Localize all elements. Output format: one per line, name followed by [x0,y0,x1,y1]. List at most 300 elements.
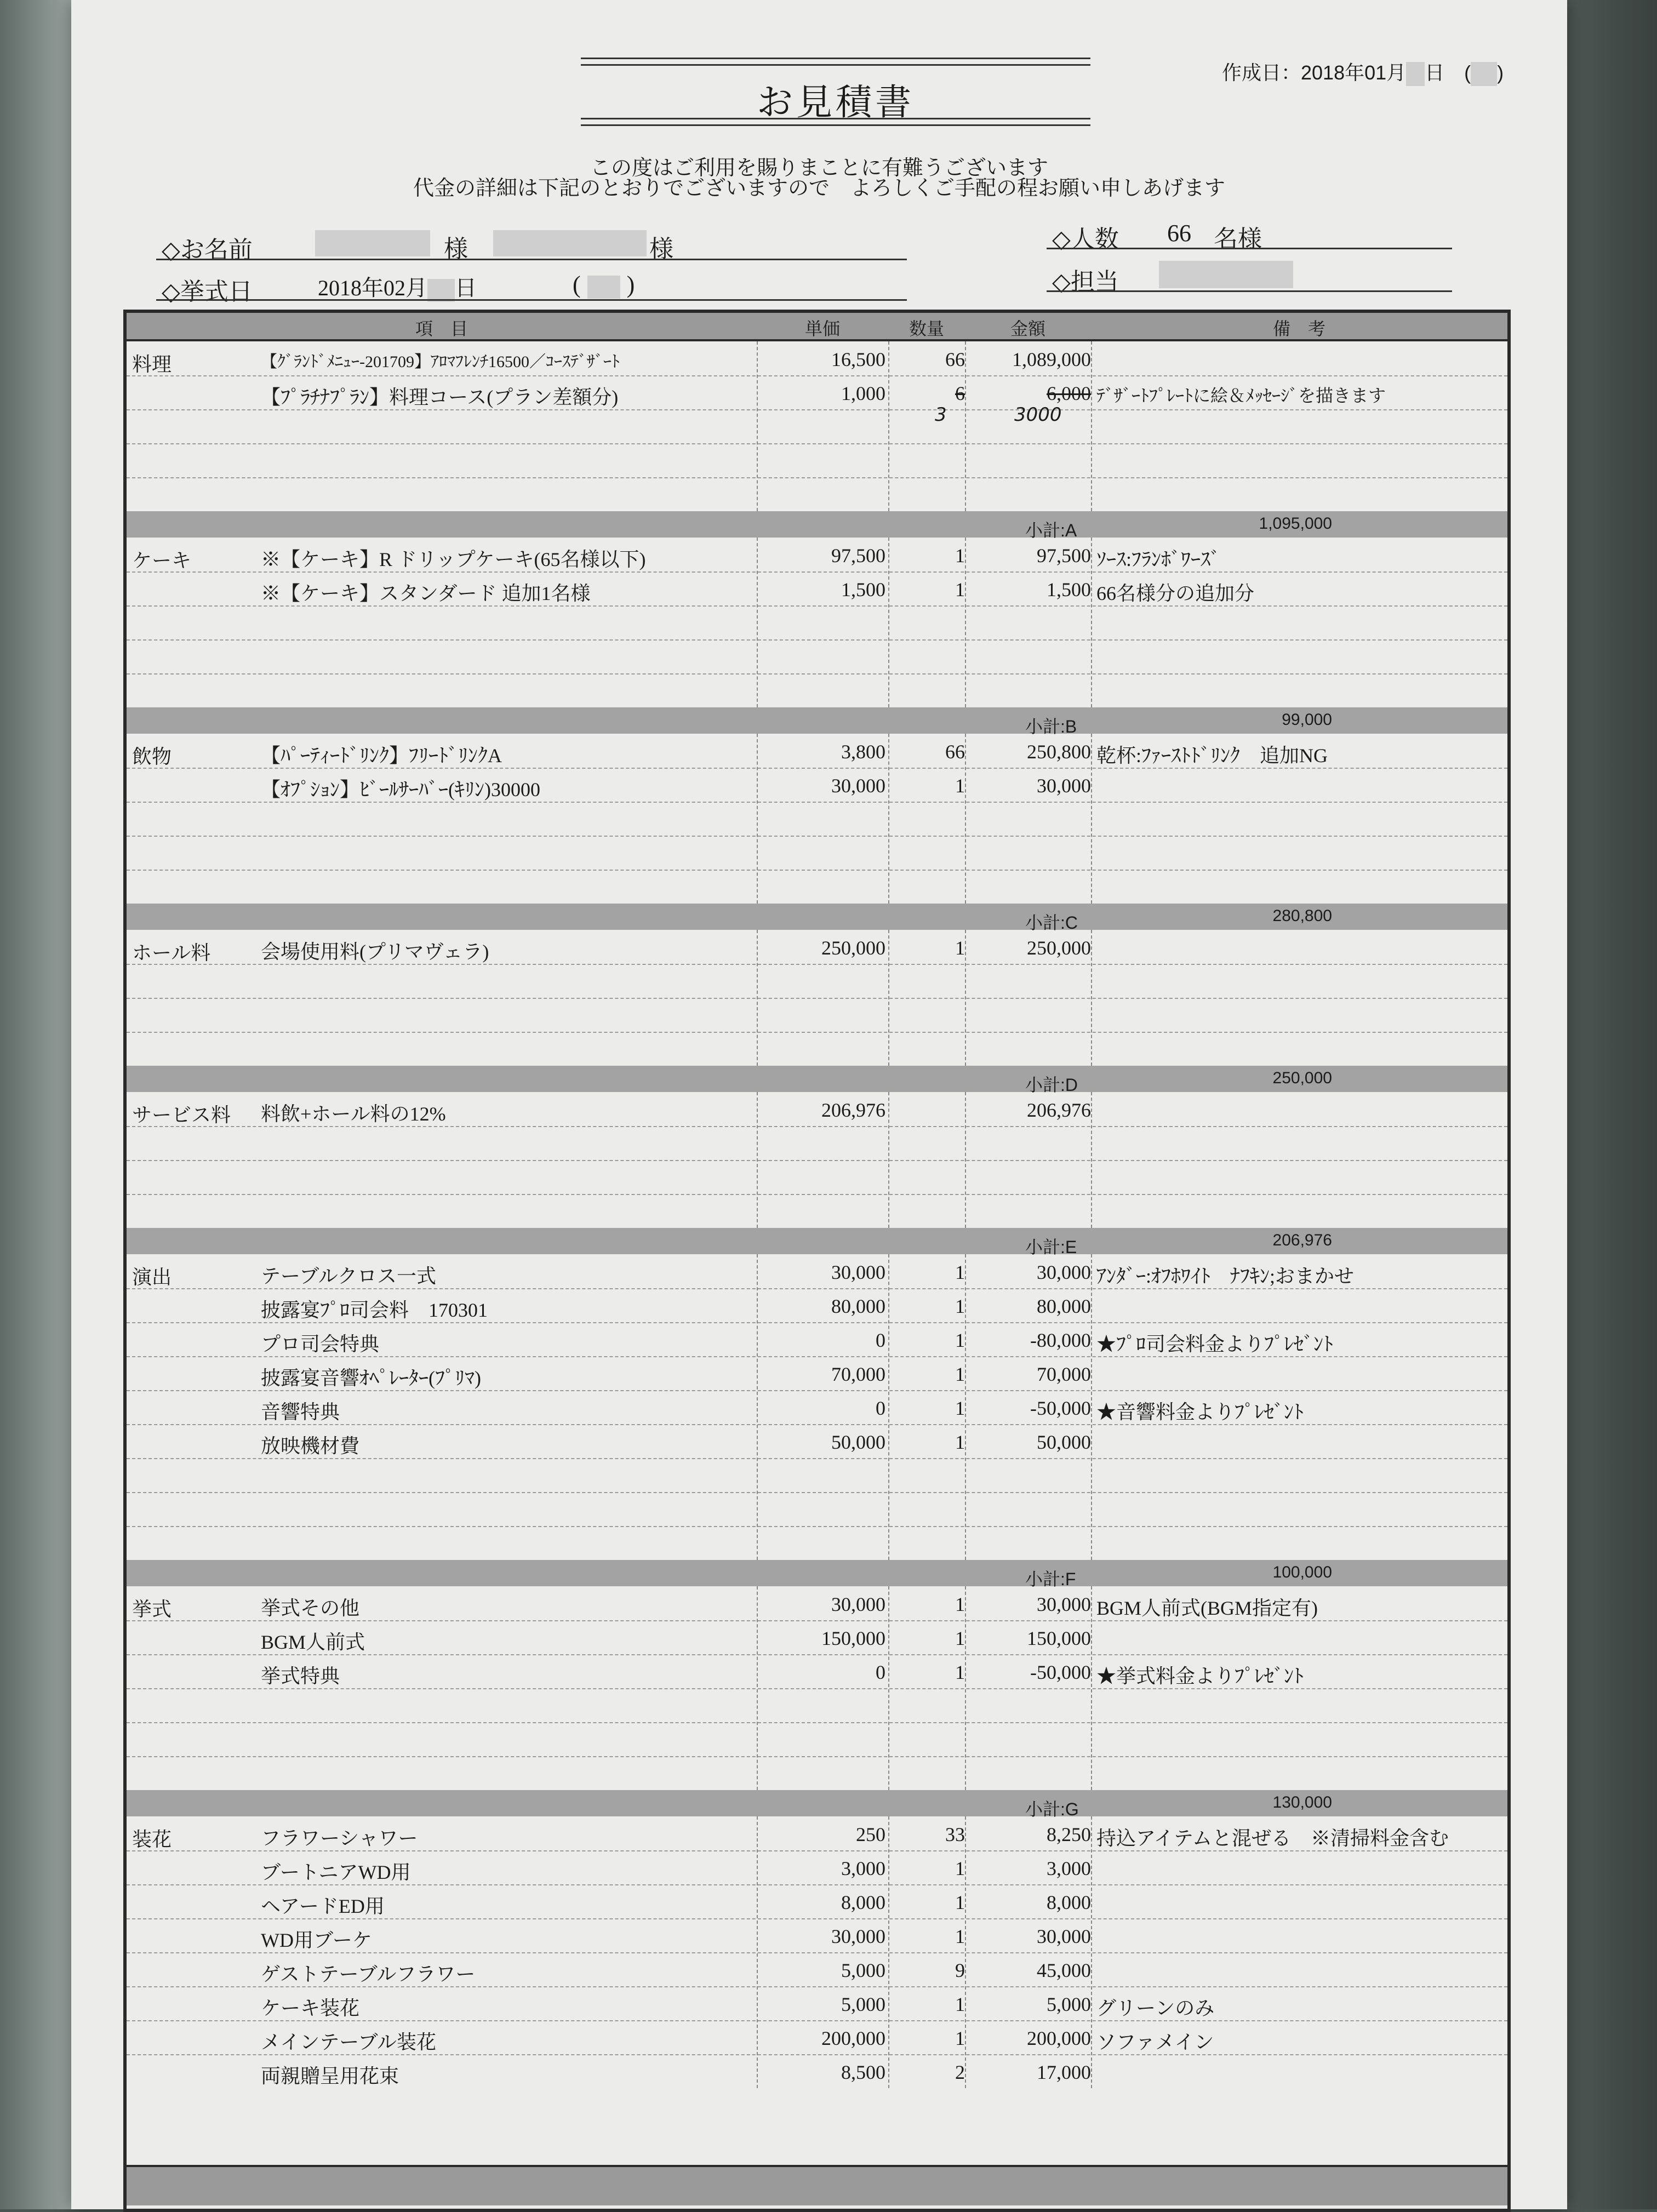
amount: 1,089,000 [1012,348,1091,370]
row-divider [127,1884,1507,1885]
item-name: 【ﾌﾟﾗﾁﾅﾌﾟﾗﾝ】料理コース(プラン差額分) [261,386,619,408]
column-divider [965,1816,966,2088]
unit-price: 0 [876,1661,885,1683]
row-divider [127,1458,1507,1459]
table-row [127,1126,1507,1160]
item-name: 【ｵﾌﾟｼｮﾝ】ﾋﾞｰﾙｻｰﾊﾞｰ(ｷﾘﾝ)30000 [261,779,540,801]
row-divider [127,1356,1507,1357]
unit-price: 200,000 [821,2027,885,2049]
unit-price: 8,500 [841,2061,885,2083]
quantity: 1 [955,1329,965,1351]
amount: 150,000 [1027,1627,1091,1649]
subtotal-value: 130,000 [1272,1793,1332,1811]
remarks: ﾃﾞｻﾞｰﾄﾌﾟﾚｰﾄに絵＆ﾒｯｾｰｼﾞを描きます [1096,386,1386,405]
info-underline [1047,290,1452,292]
category-label: 演出 [132,1266,172,1288]
amount: 6,000 [1047,382,1091,404]
row-divider [127,409,1507,410]
column-divider [1091,1586,1092,1790]
column-divider [1091,538,1092,707]
document-title: お見積書 [757,83,915,123]
amount: 5,000 [1047,1993,1091,2015]
table-row [127,1952,1507,1986]
greeting-line-2: 代金の詳細は下記のとおりでございますので よろしくご手配の程お願い申しあげます [413,177,1225,200]
row-divider [127,443,1507,444]
row-divider [127,1756,1507,1757]
table-row [127,639,1507,673]
category-label: 料理 [132,353,172,375]
quantity: 66 [945,348,965,370]
header-price: 単価 [804,319,840,339]
table-row [127,1850,1507,1884]
amount: 17,000 [1037,2061,1091,2083]
redaction [315,230,430,256]
table-row [127,1092,1507,1126]
column-divider [965,734,966,904]
table-row [127,409,1507,443]
created-date: 作成日：2018年01月 日 ( ) [1222,58,1504,86]
amount: 200,000 [1027,2027,1091,2049]
subtotal-bar [127,904,1507,933]
unit-price: 30,000 [831,1593,885,1615]
unit-price: 250 [856,1824,885,1845]
row-divider [127,1288,1507,1289]
title-rule [581,118,1090,119]
table-row [127,1986,1507,2020]
redaction [1159,261,1293,288]
remarks: ★音響料金よりﾌﾟﾚｾﾞﾝﾄ [1096,1401,1304,1423]
column-divider [888,734,889,904]
item-name: ヘアードED用 [261,1895,385,1917]
unit-price: 206,976 [821,1099,885,1121]
amount: 50,000 [1037,1431,1091,1453]
row-divider [127,870,1507,871]
table-row [127,836,1507,870]
header-item: 項 目 [415,319,468,339]
subtotal-value: 1,095,000 [1259,515,1332,533]
greeting-line-1: この度はご利用を賜りまことに有難うございます [590,157,1048,180]
subtotal-label: 小計:F [1025,1569,1076,1589]
item-name: メインテーブル装花 [261,2031,437,2053]
subtotal-bar [127,1790,1507,1819]
item-name: フラワーシャワー [261,1827,418,1849]
row-divider [127,768,1507,769]
unit-price: 30,000 [831,1261,885,1283]
unit-price: 5,000 [841,1993,885,2015]
subtotal-value: 100,000 [1272,1563,1332,1581]
table-row [127,2020,1507,2054]
header-qty: 数量 [909,319,944,339]
row-divider [127,477,1507,478]
table-row [127,1194,1507,1228]
subtotal-value: 250,000 [1272,1069,1332,1087]
unit-price: 30,000 [831,1925,885,1947]
row-divider [127,1918,1507,1919]
unit-price: 97,500 [831,545,885,567]
row-divider [127,836,1507,837]
amount: 30,000 [1037,1925,1091,1947]
table-row [127,538,1507,571]
quantity: 1 [955,775,965,797]
quantity: 1 [955,1993,965,2015]
table-row [127,1918,1507,1952]
unit-price: 1,000 [841,382,885,404]
ceremony-weekday [573,271,635,299]
quantity: 1 [955,1261,965,1283]
table-row [127,1160,1507,1194]
row-divider [127,964,1507,965]
paren-close: ) [626,271,635,298]
table-row [127,341,1507,375]
column-divider [965,1254,966,1560]
paren-open: ( [573,271,581,298]
subtotal-bar [127,1228,1507,1257]
redaction [1471,62,1497,86]
subtotal-label: 小計:D [1025,1075,1078,1095]
remarks: ｿｰｽ:ﾌﾗﾝﾎﾞﾜｰｽﾞ [1096,548,1221,570]
row-divider [127,1424,1507,1425]
amount: -50,000 [1030,1397,1091,1419]
remarks: グリーンのみ [1096,1997,1215,2019]
quantity: 1 [955,579,965,601]
guest-count: 66 [1167,220,1191,247]
category-label: 飲物 [132,746,172,768]
item-name: 挙式特典 [261,1665,340,1687]
table-row [127,571,1507,605]
honorific-2: 様 [649,236,673,262]
amount: 80,000 [1037,1295,1091,1317]
row-divider [127,605,1507,607]
quantity: 2 [955,2061,965,2083]
subtotal-bar [127,511,1507,538]
unit-price: 0 [876,1397,885,1419]
guest-count-label: ◇人数 [1052,226,1119,253]
unit-price: 70,000 [831,1363,885,1385]
table-row [127,673,1507,707]
column-divider [757,1092,758,1228]
item-name: 会場使用料(プリマヴェラ) [261,941,489,963]
table-row [127,1390,1507,1424]
subtotal-bar [127,1066,1507,1095]
header-amount: 金額 [1010,319,1045,339]
row-divider [127,1322,1507,1323]
amount: 97,500 [1037,545,1091,567]
item-name: BGM人前式 [261,1631,365,1653]
quantity: 1 [955,545,965,567]
column-divider [888,1816,889,2088]
subtotal-label: 小計:C [1025,913,1078,933]
remarks: BGM人前式(BGM指定有) [1096,1597,1318,1619]
amount: -50,000 [1030,1661,1091,1683]
unit-price: 80,000 [831,1295,885,1317]
ceremony-date [318,271,477,302]
quantity: 33 [945,1824,965,1845]
title-rule [581,58,1090,59]
amount: 206,976 [1027,1099,1091,1121]
amount: 30,000 [1037,775,1091,797]
unit-price: 50,000 [831,1431,885,1453]
item-name: ※【ケーキ】R ドリップケーキ(65名様以下) [261,548,646,570]
unit-price: 150,000 [821,1627,885,1649]
remarks: ソファメイン [1096,2031,1214,2053]
row-divider [127,1620,1507,1621]
estimate-table [123,310,1511,2212]
category-label: 装花 [132,1828,172,1850]
row-divider [127,2054,1507,2055]
item-name: プロ司会特典 [261,1333,380,1355]
column-divider [757,538,758,707]
table-row [127,1288,1507,1322]
row-divider [127,1194,1507,1195]
column-divider [888,538,889,707]
amount: 250,800 [1027,741,1091,763]
column-divider [757,734,758,904]
item-name: ゲストテーブルフラワー [261,1963,476,1985]
unit-price: 250,000 [821,937,885,959]
unit-price: 3,800 [841,741,885,763]
column-divider [888,1586,889,1790]
created-date-text: 作成日：2018年01月 [1222,61,1407,84]
honorific-1: 様 [444,236,468,262]
amount: 250,000 [1027,937,1091,959]
column-divider [1091,1092,1092,1228]
subtotal-bar [127,707,1507,734]
column-divider [888,341,889,511]
row-divider [127,998,1507,999]
row-divider [127,375,1507,376]
name-label: ◇お名前 [162,237,253,264]
subtotal-value: 99,000 [1282,711,1332,729]
table-row [127,1620,1507,1654]
table-row [127,930,1507,964]
table-row [127,734,1507,768]
subtotal-bar [127,1560,1507,1589]
quantity: 66 [945,741,965,763]
row-divider [127,802,1507,803]
table-row [127,1722,1507,1756]
item-name: テーブルクロス一式 [261,1265,437,1287]
row-divider [127,639,1507,641]
column-divider [1091,734,1092,904]
unit-price: 5,000 [841,1959,885,1981]
column-divider [965,538,966,707]
table-row [127,1688,1507,1722]
row-divider [127,1952,1507,1953]
row-divider [127,1850,1507,1851]
item-name: 放映機材費 [261,1435,360,1457]
amount: 8,250 [1047,1824,1091,1845]
column-divider [965,341,966,511]
title-block [581,58,1090,129]
table-row [127,1424,1507,1458]
item-name: 披露宴音響ｵﾍﾟﾚｰﾀｰ(ﾌﾟﾘﾏ) [261,1367,481,1389]
item-name: 【ﾊﾟｰﾃｨｰﾄﾞﾘﾝｸ】ﾌﾘｰﾄﾞﾘﾝｸA [261,745,502,767]
subtotal-value: 280,800 [1272,907,1332,925]
amount: 30,000 [1037,1261,1091,1283]
table-row [127,802,1507,836]
table-row [127,1254,1507,1288]
unit-price: 30,000 [831,775,885,797]
amount: 70,000 [1037,1363,1091,1385]
row-divider [127,1722,1507,1723]
row-divider [127,1654,1507,1655]
subtotal-label: 小計:A [1025,521,1077,540]
table-row [127,1526,1507,1560]
table-header [127,313,1507,341]
quantity: 1 [955,1431,965,1453]
row-divider [127,1492,1507,1493]
column-divider [965,1092,966,1228]
amount: 45,000 [1037,1959,1091,1981]
category-label: サービス料 [132,1104,231,1126]
subtotal-label: 小計:B [1025,717,1077,736]
column-divider [888,1254,889,1560]
item-name: 披露宴ﾌﾟﾛ司会料 170301 [261,1299,488,1321]
column-divider [1091,341,1092,511]
quantity: 1 [955,1363,965,1385]
table-row [127,1492,1507,1526]
table-row [127,1322,1507,1356]
amount: 30,000 [1037,1593,1091,1615]
table-row [127,1356,1507,1390]
row-divider [127,1160,1507,1161]
table-row [127,375,1507,409]
item-name: 【ｸﾞﾗﾝﾄﾞﾒﾆｭｰ-201709】ｱﾛﾏﾌﾚﾝﾁ16500／ｺｰｽﾃﾞｻﾞｰﾄ [261,353,620,371]
header-note: 備 考 [1272,319,1325,339]
amount: 1,500 [1047,579,1091,601]
quantity: 1 [955,1397,965,1419]
table-row [127,1032,1507,1066]
quantity: 1 [955,1295,965,1317]
handwritten-qty: 3 [935,404,947,426]
column-divider [888,930,889,1066]
subtotal-label: 小計:E [1025,1237,1077,1257]
quantity: 1 [955,1857,965,1879]
column-divider [965,1586,966,1790]
row-divider [127,1526,1507,1527]
info-underline [156,259,907,260]
amount: 3,000 [1047,1857,1091,1879]
table-row [127,1884,1507,1918]
subtotal-label: 小計:G [1025,1799,1079,1819]
quantity: 6 [955,382,965,404]
column-divider [1091,1254,1092,1560]
column-divider [757,1816,758,2088]
table-row [127,2054,1507,2088]
unit-price: 0 [876,1329,885,1351]
redaction [1406,62,1425,86]
column-divider [888,1092,889,1228]
quantity: 1 [955,1661,965,1683]
row-divider [127,1688,1507,1689]
guest-count-unit: 名様 [1214,226,1262,253]
subtotal-value: 206,976 [1272,1231,1332,1249]
redaction [427,279,455,302]
redaction [587,276,620,299]
item-name: ※【ケーキ】スタンダード 追加1名様 [261,582,591,604]
created-day-text: 日 [1425,61,1445,84]
item-name: ブートニアWD用 [261,1861,411,1883]
info-underline [156,299,907,301]
table-row [127,768,1507,802]
item-name: 料飲+ホール料の12% [261,1103,446,1125]
row-divider [127,571,1507,573]
ceremony-date-label: ◇挙式日 [162,278,253,305]
unit-price: 8,000 [841,1891,885,1913]
quantity: 1 [955,1593,965,1615]
table-row [127,1654,1507,1688]
unit-price: 1,500 [841,579,885,601]
remarks: 66名様分の追加分 [1096,582,1255,604]
table-row [127,1756,1507,1790]
title-rule [581,64,1090,66]
row-divider [127,1126,1507,1127]
quantity: 1 [955,937,965,959]
table-row [127,605,1507,639]
column-divider [965,930,966,1066]
handwritten-amount: 3000 [1014,404,1062,426]
table-row [127,964,1507,998]
amount: 8,000 [1047,1891,1091,1913]
remarks: ★ﾌﾟﾛ司会料金よりﾌﾟﾚｾﾞﾝﾄ [1096,1333,1334,1355]
column-divider [1091,1816,1092,2088]
row-divider [127,673,1507,675]
ceremony-day-text: 日 [455,276,477,300]
column-divider [757,1586,758,1790]
title-rule [581,124,1090,126]
staff-label: ◇担当 [1052,268,1119,295]
amount: -80,000 [1030,1329,1091,1351]
table-footer-bar [127,2165,1507,2205]
ceremony-date-text: 2018年02月 [318,276,427,300]
quantity: 1 [955,1627,965,1649]
table-row [127,870,1507,904]
quantity: 1 [955,1925,965,1947]
column-divider [1091,930,1092,1066]
quantity: 9 [955,1959,965,1981]
row-divider [127,2020,1507,2021]
remarks: 持込アイテムと混ぜる ※清掃料金含む [1096,1827,1449,1849]
quantity: 1 [955,1891,965,1913]
redaction [493,230,647,256]
unit-price: 3,000 [841,1857,885,1879]
estimate-document [71,0,1567,2209]
remarks: ★挙式料金よりﾌﾟﾚｾﾞﾝﾄ [1096,1665,1304,1687]
quantity: 1 [955,2027,965,2049]
category-label: ホール料 [132,942,211,964]
column-divider [757,341,758,511]
table-row [127,477,1507,511]
table-row [127,1586,1507,1620]
category-label: ケーキ [132,550,192,571]
item-name: 音響特典 [261,1401,340,1423]
remarks: ｱﾝﾀﾞｰ:ｵﾌﾎﾜｲﾄ ﾅﾌｷﾝ;おまかせ [1096,1265,1355,1287]
item-name: 両親贈呈用花束 [261,2065,399,2087]
unit-price: 16,500 [831,348,885,370]
table-row [127,1816,1507,1850]
table-row [127,998,1507,1032]
table-row [127,1458,1507,1492]
item-name: 挙式その他 [261,1597,360,1619]
table-row [127,443,1507,477]
category-label: 挙式 [132,1598,172,1620]
row-divider [127,1032,1507,1033]
info-underline [1047,248,1452,249]
row-divider [127,1986,1507,1987]
column-divider [757,1254,758,1560]
item-name: WD用ブーケ [261,1929,372,1951]
item-name: ケーキ装花 [261,1997,360,2019]
